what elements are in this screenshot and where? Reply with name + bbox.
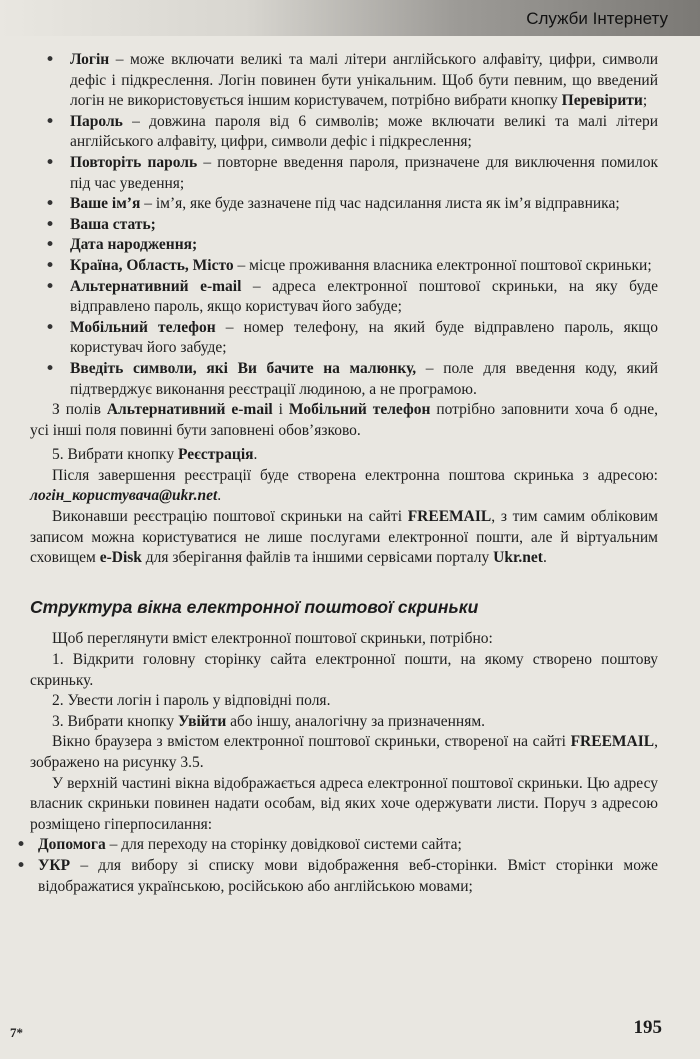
required-fields-note: З полів Альтернативний e-mail і Мобільний телефон потрібно заповнити хоча б одне, усі інші поля повинні бути заповнені обов’язково. [30,401,658,439]
freemail-paragraph: Виконавши реєстрацію поштової скриньки на сайті FREEMAIL, з тим самим обліковим записом можна користуватися не лише послугами електронної пошти, але й віртуальним сховищем e-Disk для зберігання файлів та іншими сервісами порталу Ukr.net. [30,508,658,567]
list-item: • Дата народження; [70,235,658,256]
list-item: • Логін – може включати великі та малі літери англійського алфавіту, цифри, символи дефіс і підкреслення. Логін повинен бути унікальним. Щоб бути певним, що введений логін не використовується іншим користувачем, потрібно вибрати кнопку Перевірити; [70,50,658,112]
list-item: • Альтернативний e-mail – адреса електронної поштової скриньки, на яку буде відправлено пароль, якщо користувач його забуде; [70,277,658,318]
step-3: 3. Вибрати кнопку Увійти або іншу, аналогічну за призначенням. [52,712,486,730]
list-item: • Ваша стать; [70,215,658,236]
hyperlinks-list [30,835,658,897]
section-heading: Структура вікна електронної поштової скриньки [30,596,479,617]
signature-mark: 7* [10,1025,23,1040]
after-registration-paragraph: Після завершення реєстрації буде створена електронна поштова скринька з адресою: логін_користувача@ukr.net. [30,466,658,505]
list-item: • Країна, Область, Місто – місце проживання власника електронної поштової скриньки; [70,256,658,277]
list-item: • Мобільний телефон – номер телефону, на який буде відправлено пароль, якщо користувач його забуде; [70,318,658,359]
header-bar [0,0,700,36]
page-content [30,50,658,897]
window-paragraph: Вікно браузера з вмістом електронної поштової скриньки, створеної на сайті FREEMAIL, зображено на рисунку 3.5. [30,733,658,771]
step-5: 5. Вибрати кнопку Реєстрація. [52,446,258,464]
list-item: • Повторіть пароль – повторне введення пароля, призначене для виключення помилок під час уведення; [70,153,658,194]
page-number: 195 [633,1017,662,1038]
list-item: • Ваше ім’я – ім’я, яке буде зазначене під час надсилання листа як ім’я відправника; [70,194,658,215]
intro-paragraph: Щоб переглянути вміст електронної поштової скриньки, потрібно: [52,630,493,648]
step-2: 2. Увести логін і пароль у відповідні поля. [52,692,331,710]
list-item: • УКР – для вибору зі списку мови відображення веб-сторінки. Вміст сторінки може відображатися українською, російською або англійською мовами; [38,856,658,897]
registration-fields-list [30,50,658,400]
list-item: • Введіть символи, які Ви бачите на малюнку, – поле для введення коду, який підтверджує виконання реєстрації людиною, а не програмою. [70,359,658,400]
step-1: 1. Відкрити головну сторінку сайта електронної пошти, на якому створено поштову скриньку. [30,651,658,689]
list-item: • Пароль – довжина пароля від 6 символів; може включати великі та малі літери англійського алфавіту, цифри, символи дефіс і підкреслення; [70,112,658,153]
top-area-paragraph: У верхній частині вікна відображається адреса електронної поштової скриньки. Цю адресу власник скриньки повинен надати особам, від яких хоче одержувати листи. Поруч з адресою розміщено гіперпосилання: [30,774,658,833]
section-header-title: Служби Інтернету [526,9,668,28]
list-item: • Допомога – для переходу на сторінку довідкової системи сайта; [38,835,658,856]
